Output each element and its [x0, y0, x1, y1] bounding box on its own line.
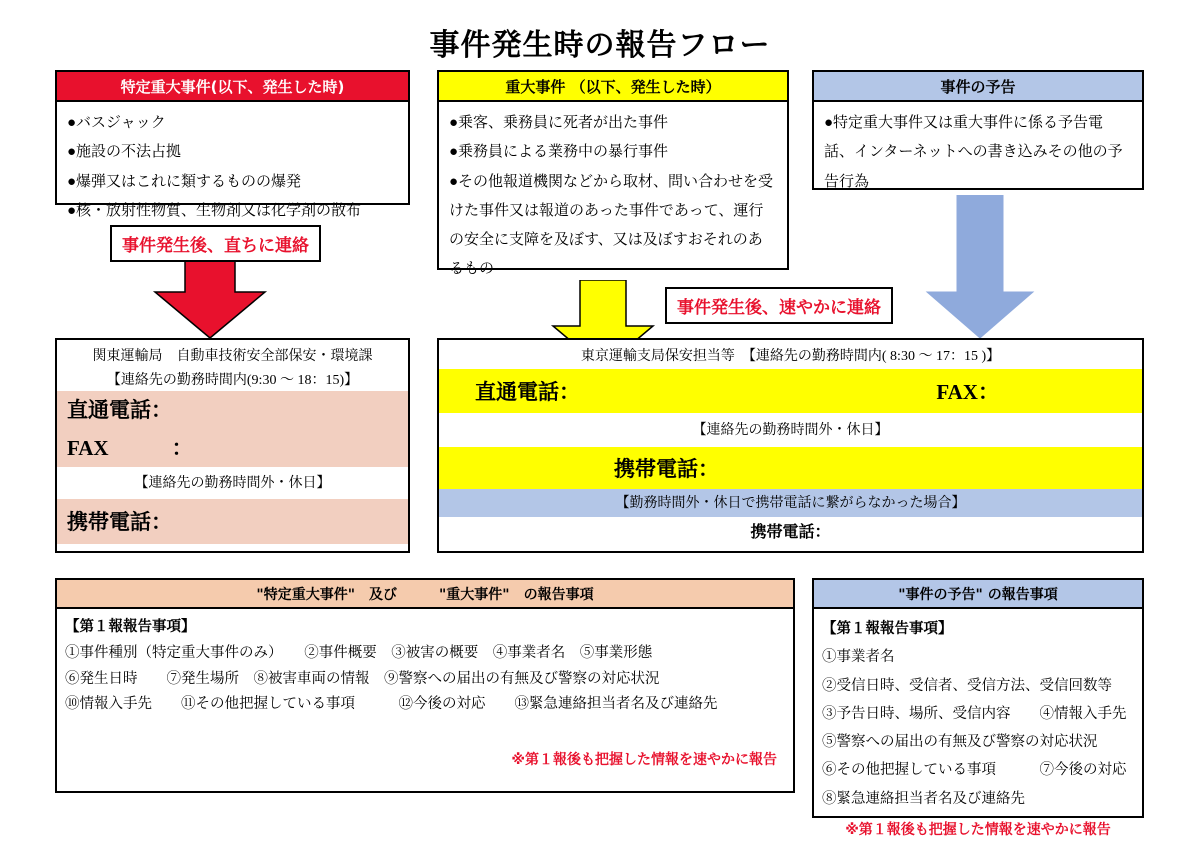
report-line: ①事件種別（特定重大事件のみ） ②事件概要 ③被害の概要 ④事業者名 ⑤事業形態 — [65, 644, 653, 661]
report-line: ⑩情報入手先 ⑪その他把握している事項 ⑫今後の対応 ⑬緊急連絡担当者名及び連絡先 — [65, 696, 718, 713]
report-left-note: ※第１報後も把握した情報を速やかに報告 — [511, 752, 777, 769]
report-right-note: ※第１報後も把握した情報を速やかに報告 — [845, 821, 1111, 838]
list-item: ●その他報道機関などから取材、問い合わせを受けた事件又は報道のあった事件であって、運行の安全に支障を及ぼす、又は及ぼすおそれのあるもの — [449, 173, 774, 278]
list-item: ●爆弾又はこれに類するものの爆発 — [67, 173, 302, 190]
serious-incident-list — [439, 102, 787, 291]
kanto-direct-phone-label: 直通電話： — [57, 391, 408, 429]
report-left-subhead: 【第１報報告事項】 — [65, 619, 196, 635]
serious-incident-header: 重大事件 （以下、発生した時） — [439, 72, 787, 102]
kanto-offhours-label: 【連絡先の勤務時間外・休日】 — [57, 467, 408, 499]
forecast-header: 事件の予告 — [814, 72, 1142, 102]
report-line: ①事業者名 — [822, 649, 895, 666]
report-items-left-box — [55, 578, 795, 793]
tokyo-fax-label: FAX： — [936, 380, 999, 404]
critical-incident-header: 特定重大事件(以下、発生した時) — [57, 72, 408, 102]
report-line: ②受信日時、受信者、受信方法、受信回数等 — [822, 677, 1112, 694]
kanto-contact-box — [55, 338, 410, 553]
list-item: ●特定重大事件又は重大事件に係る予告電話、インターネットへの書き込みその他の予告行為 — [824, 115, 1123, 190]
tokyo-direct-fax-row — [439, 369, 1142, 413]
kanto-hours: 【連絡先の勤務時間内(9:30 ～ 18：15)】 — [106, 373, 359, 388]
critical-incident-box — [55, 70, 410, 219]
blue-down-arrow-icon — [920, 195, 1040, 340]
tokyo-mobile-label-2: 携帯電話： — [750, 524, 831, 541]
list-item: ●乗客、乗務員に死者が出た事件 — [449, 115, 669, 131]
report-line: ⑥発生日時 ⑦発生場所 ⑧被害車両の情報 ⑨警察への届出の有無及び警察の対応状況 — [65, 670, 660, 687]
report-line: ⑥その他把握している事項 ⑦今後の対応 — [822, 762, 1127, 779]
report-items-right-box — [812, 578, 1144, 838]
serious-incident-box — [437, 70, 789, 278]
tokyo-offhours-label: 【連絡先の勤務時間外・休日】 — [439, 413, 1142, 447]
report-right-subhead: 【第１報報告事項】 — [822, 621, 953, 637]
list-item: ●核・放射性物質、生物剤又は化学剤の散布 — [67, 202, 362, 219]
immediate-contact-label: 事件発生後、直ちに連絡 — [110, 225, 321, 262]
forecast-list — [814, 102, 1142, 203]
report-right-body — [814, 609, 1142, 850]
kanto-office-name: 関東運輸局 自動車技術安全部保安・環境課 — [92, 349, 373, 364]
kanto-fax-label: FAX ： — [57, 429, 408, 467]
kanto-mobile-label: 携帯電話： — [57, 499, 408, 544]
page-title: 事件発生時の報告フロー — [429, 28, 771, 63]
report-line: ⑧緊急連絡担当者名及び連絡先 — [822, 790, 1025, 807]
list-item: ●施設の不法占拠 — [67, 144, 182, 161]
tokyo-direct-phone-label: 直通電話： — [475, 380, 580, 404]
critical-incident-list — [57, 102, 408, 232]
list-item: ●バスジャック — [67, 115, 166, 131]
report-left-body — [57, 609, 793, 779]
report-right-header: "事件の予告" の報告事項 — [814, 580, 1142, 609]
list-item: ●乗務員による業務中の暴行事件 — [449, 144, 669, 161]
report-left-header: "特定重大事件" 及び "重大事件" の報告事項 — [57, 580, 793, 609]
tokyo-office-name: 東京運輸支局保安担当等 【連絡先の勤務時間内( 8:30 ～ 17：15 )】 — [580, 349, 1001, 364]
tokyo-fallback-label: 【勤務時間外・休日で携帯電話に繋がらなかった場合】 — [439, 489, 1142, 517]
forecast-box — [812, 70, 1144, 190]
tokyo-mobile-label: 携帯電話： — [439, 447, 1142, 489]
tokyo-contact-box — [437, 338, 1144, 553]
report-line: ③予告日時、場所、受信内容 ④情報入手先 — [822, 705, 1127, 722]
prompt-contact-label: 事件発生後、速やかに連絡 — [665, 287, 893, 324]
report-line: ⑤警察への届出の有無及び警察の対応状況 — [822, 734, 1098, 751]
